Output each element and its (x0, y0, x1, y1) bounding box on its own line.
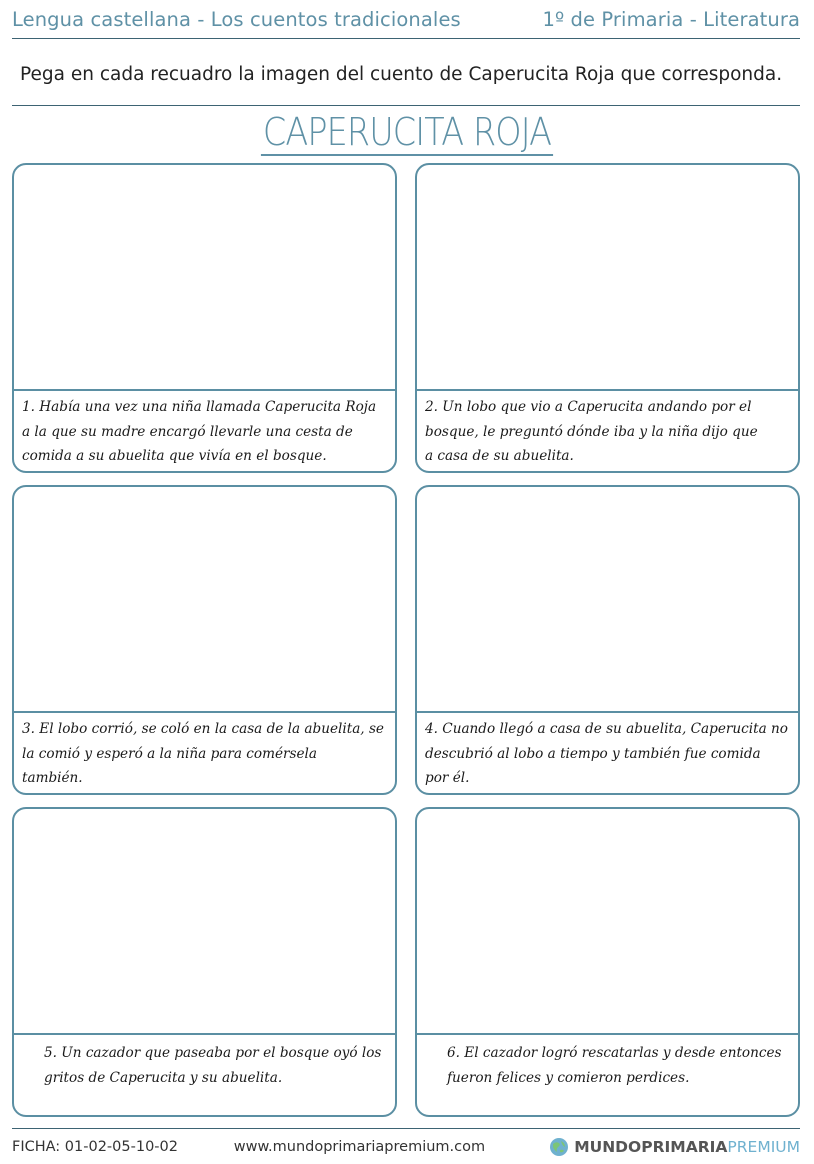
caption-line: comida a su abuelita que vivía en el bosque. (22, 448, 327, 464)
caption-line: 4. Cuando llegó a casa de su abuelita, Caperucita no (425, 721, 788, 737)
page-title-text: CAPERUCITA ROJA (262, 110, 552, 154)
caption-line: bosque, le preguntó dónde iba y la niña dijo que (425, 423, 758, 440)
story-caption (22, 395, 389, 469)
story-panel-1 (12, 163, 397, 473)
picture-drop-area[interactable] (14, 165, 395, 391)
caption-line: 6. El cazador logró rescatarlas y desde entonces (447, 1045, 782, 1061)
caption-line: a la que su madre encargó llevarle una cesta de (22, 423, 353, 440)
ficha-code: FICHA: 01-02-05-10-02 (12, 1138, 178, 1155)
caption-line: 2. Un lobo que vio a Caperucita andando por el (425, 399, 752, 415)
story-panel-6 (415, 807, 800, 1117)
story-caption (44, 1041, 389, 1090)
picture-drop-area[interactable] (14, 487, 395, 713)
caption-line: 1. Había una vez una niña llamada Caperucita Roja (22, 399, 377, 415)
story-caption (425, 395, 792, 469)
caption-line: 3. El lobo corrió, se coló en la casa de la abuelita, se (22, 721, 384, 737)
caption-line: 5. Un cazador que paseaba por el bosque oyó los (44, 1045, 382, 1061)
subject-label: Lengua castellana - Los cuentos tradicionales (12, 7, 461, 31)
caption-line: fueron felices y comieron perdices. (447, 1069, 690, 1086)
caption-line: descubrió al lobo a tiempo y también fue comida (425, 745, 761, 762)
picture-drop-area[interactable] (417, 165, 798, 391)
brand-logo (549, 1137, 800, 1157)
story-caption (22, 717, 389, 791)
story-panel-2 (415, 163, 800, 473)
page-title (49, 110, 765, 154)
caption-line: gritos de Caperucita y su abuelita. (44, 1069, 283, 1086)
globe-icon (549, 1137, 569, 1157)
brand-suffix: PREMIUM (727, 1137, 800, 1156)
story-panel-4 (415, 485, 800, 795)
caption-line: por él. (425, 770, 470, 786)
picture-drop-area[interactable] (417, 809, 798, 1035)
page-header (12, 0, 800, 39)
instruction-line: Pega en cada recuadro la imagen del cuento de Caperucita Roja que corresponda. (20, 64, 783, 85)
website-link[interactable]: www.mundoprimariapremium.com (233, 1138, 486, 1155)
story-caption (447, 1041, 792, 1090)
caption-line: la comió y esperó a la niña para comérsela (22, 745, 318, 762)
caption-line: a casa de su abuelita. (425, 448, 574, 464)
picture-drop-area[interactable] (14, 809, 395, 1035)
page-footer (12, 1128, 800, 1164)
level-label: 1º de Primaria - Literatura (542, 7, 800, 31)
brand-name: MUNDOPRIMARIA (574, 1137, 728, 1156)
caption-line: también. (22, 770, 83, 786)
story-panel-5 (12, 807, 397, 1117)
instruction-text (12, 54, 800, 106)
picture-drop-area[interactable] (417, 487, 798, 713)
story-panel-3 (12, 485, 397, 795)
story-caption (425, 717, 792, 791)
